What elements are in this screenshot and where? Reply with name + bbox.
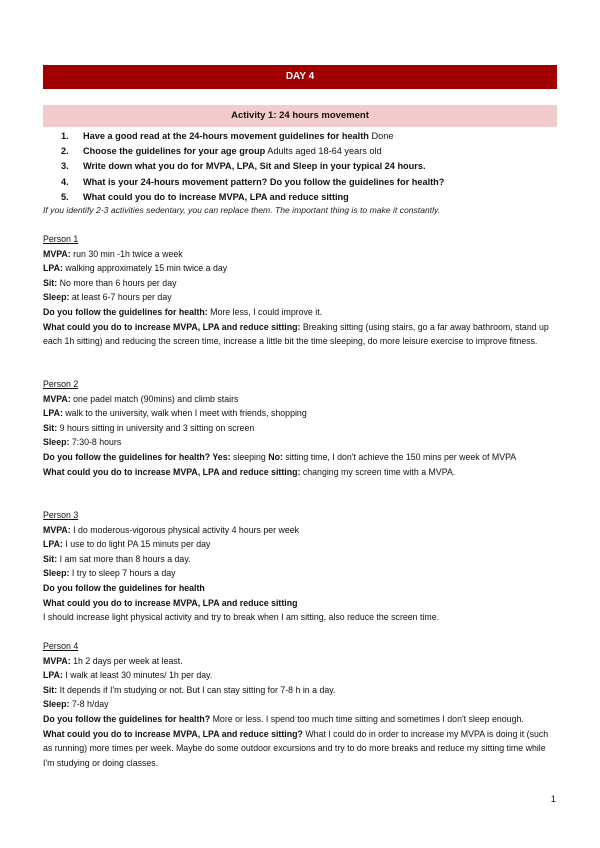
step-text: Choose the guidelines for your age group xyxy=(83,146,266,157)
person-title: Person 4 xyxy=(43,641,79,651)
text-line xyxy=(43,566,559,581)
text-span: run 30 min -1h twice a week xyxy=(73,248,183,259)
text-span: LPA: xyxy=(43,670,63,681)
text-span: at least 6-7 hours per day xyxy=(71,292,172,303)
text-span: one padel match (90mins) and climb stairs xyxy=(73,393,239,404)
step-answer: Done xyxy=(371,131,394,141)
text-span: walk to the university, walk when I meet with friends, shopping xyxy=(65,408,307,419)
text-span: 1h 2 days per week at least. xyxy=(73,655,183,666)
step-text: What could you do to increase MVPA, LPA and reduce sitting xyxy=(83,191,349,202)
text-span: LPA: xyxy=(43,539,63,550)
text-span: More or less. I spend too much time sitting and sometimes I don't sleep enough. xyxy=(212,713,524,724)
text-line xyxy=(43,450,559,465)
step-number: 3. xyxy=(61,161,69,172)
text-line xyxy=(43,247,559,262)
text-span: MVPA: xyxy=(43,655,71,666)
text-span: 7:30-8 hours xyxy=(71,437,122,448)
person-3-section xyxy=(43,508,559,625)
steps-list xyxy=(61,129,561,205)
list-item xyxy=(61,159,561,174)
text-line xyxy=(43,232,559,247)
step-answer: Adults aged 18-64 years old xyxy=(267,146,382,157)
person-title: Person 1 xyxy=(43,234,79,244)
text-line xyxy=(43,465,559,480)
text-line xyxy=(43,421,559,436)
text-span: What could you do to increase MVPA, LPA and reduce sitting xyxy=(43,597,298,608)
text-span: MVPA: xyxy=(43,524,71,535)
text-span: I should increase light physical activity and try to break when I am sitting, also reduce the screen time. xyxy=(43,612,440,623)
list-item xyxy=(61,144,561,159)
text-span: Sit: xyxy=(43,422,58,433)
text-span: changing my screen time with a MVPA. xyxy=(302,466,456,477)
text-span: 7-8 h/day xyxy=(71,699,109,710)
activity-title: Activity 1: 24 hours movement xyxy=(231,110,369,121)
text-line xyxy=(43,668,559,683)
text-line xyxy=(43,377,559,392)
text-span: LPA: xyxy=(43,263,63,274)
text-line xyxy=(43,523,559,538)
text-span: walking approximately 15 min twice a day xyxy=(65,263,228,274)
text-line xyxy=(43,406,559,421)
text-span: What could you do to increase MVPA, LPA and reduce sitting: xyxy=(43,321,301,332)
text-span: Sit: xyxy=(43,684,58,695)
list-item xyxy=(61,129,561,144)
text-line xyxy=(43,552,559,567)
day-title-bar xyxy=(43,65,557,89)
text-span: Sit: xyxy=(43,277,58,288)
list-item xyxy=(61,190,561,205)
text-line xyxy=(43,727,559,771)
instruction-note: If you identify 2-3 activities sedentary, you can replace them. The important thing is to make it constantly. xyxy=(43,205,441,215)
text-line xyxy=(43,581,559,596)
text-span: LPA: xyxy=(43,408,63,419)
text-line xyxy=(43,683,559,698)
text-span: Sleep: xyxy=(43,292,70,303)
text-span: Do you follow the guidelines for health: xyxy=(43,306,208,317)
person-2-section xyxy=(43,377,559,479)
text-line xyxy=(43,276,559,291)
step-text: Have a good read at the 24-hours movement guidelines for health xyxy=(83,131,369,141)
text-line xyxy=(43,697,559,712)
text-span: What could you do to increase MVPA, LPA and reduce sitting? xyxy=(43,728,303,739)
text-line xyxy=(43,508,559,523)
text-span: I try to sleep 7 hours a day xyxy=(71,568,176,579)
text-span: Sleep: xyxy=(43,437,70,448)
step-number: 1. xyxy=(61,131,69,141)
text-span: I am sat more than 8 hours a day. xyxy=(59,553,191,564)
text-span: What I could do in order to increase my MVPA is doing it (such as running) more times per week. Maybe do some outdoor excursions and try to do more breaks and reduce my sitting time while I'm studying or doing classes. xyxy=(43,728,549,768)
text-span: MVPA: xyxy=(43,248,71,259)
step-number: 2. xyxy=(61,146,69,157)
text-span: 9 hours sitting in university and 3 sitting on screen xyxy=(59,422,255,433)
step-text: What is your 24-hours movement pattern? Do you follow the guidelines for health? xyxy=(83,176,445,187)
text-line xyxy=(43,639,559,654)
person-1-section xyxy=(43,232,559,349)
text-span: I use to do light PA 15 minuts per day xyxy=(65,539,211,550)
text-line xyxy=(43,654,559,669)
text-span: Breaking sitting (using stairs, go a far away bathroom, stand up each 1h sitting) and reducing the screen time, increase a little bit the time sleeping, do more leisure exercise to improve fitness. xyxy=(43,321,549,347)
step-number: 5. xyxy=(61,191,69,202)
text-span: MVPA: xyxy=(43,393,71,404)
text-line xyxy=(43,596,559,611)
text-span: It depends if I'm studying or not. But I can stay sitting for 7-8 h in a day. xyxy=(59,684,336,695)
person-title: Person 3 xyxy=(43,510,79,520)
text-span: Do you follow the guidelines for health? Yes: xyxy=(43,451,231,462)
text-line xyxy=(43,610,559,625)
person-4-section xyxy=(43,639,559,770)
activity-title-bar xyxy=(43,105,557,127)
text-line xyxy=(43,712,559,727)
text-line xyxy=(43,320,559,349)
step-text: Write down what you do for MVPA, LPA, Sit and Sleep in your typical 24 hours. xyxy=(83,161,426,172)
text-span: Sleep: xyxy=(43,699,70,710)
text-span: I do moderous-vigorous physical activity 4 hours per week xyxy=(73,524,300,535)
text-span: sleeping xyxy=(232,451,266,462)
text-line xyxy=(43,305,559,320)
step-number: 4. xyxy=(61,176,69,187)
page-number: 1 xyxy=(550,794,556,805)
text-span: Do you follow the guidelines for health xyxy=(43,582,205,593)
text-line xyxy=(43,261,559,276)
text-line xyxy=(43,392,559,407)
text-line xyxy=(43,290,559,305)
text-line xyxy=(43,537,559,552)
text-span: sitting time, I don't achieve the 150 mins per week of MVPA xyxy=(285,451,517,462)
text-span: Sit: xyxy=(43,553,58,564)
person-title: Person 2 xyxy=(43,379,79,389)
text-span: I walk at least 30 minutes/ 1h per day. xyxy=(65,670,213,681)
text-span: No: xyxy=(268,451,283,462)
text-span: More less, I could improve it. xyxy=(210,306,323,317)
list-item xyxy=(61,175,561,190)
text-span: No more than 6 hours per day xyxy=(59,277,177,288)
text-span: Do you follow the guidelines for health? xyxy=(43,713,211,724)
text-line xyxy=(43,435,559,450)
day-title: DAY 4 xyxy=(285,71,315,82)
text-span: What could you do to increase MVPA, LPA and reduce sitting: xyxy=(43,466,301,477)
text-span: Sleep: xyxy=(43,568,70,579)
